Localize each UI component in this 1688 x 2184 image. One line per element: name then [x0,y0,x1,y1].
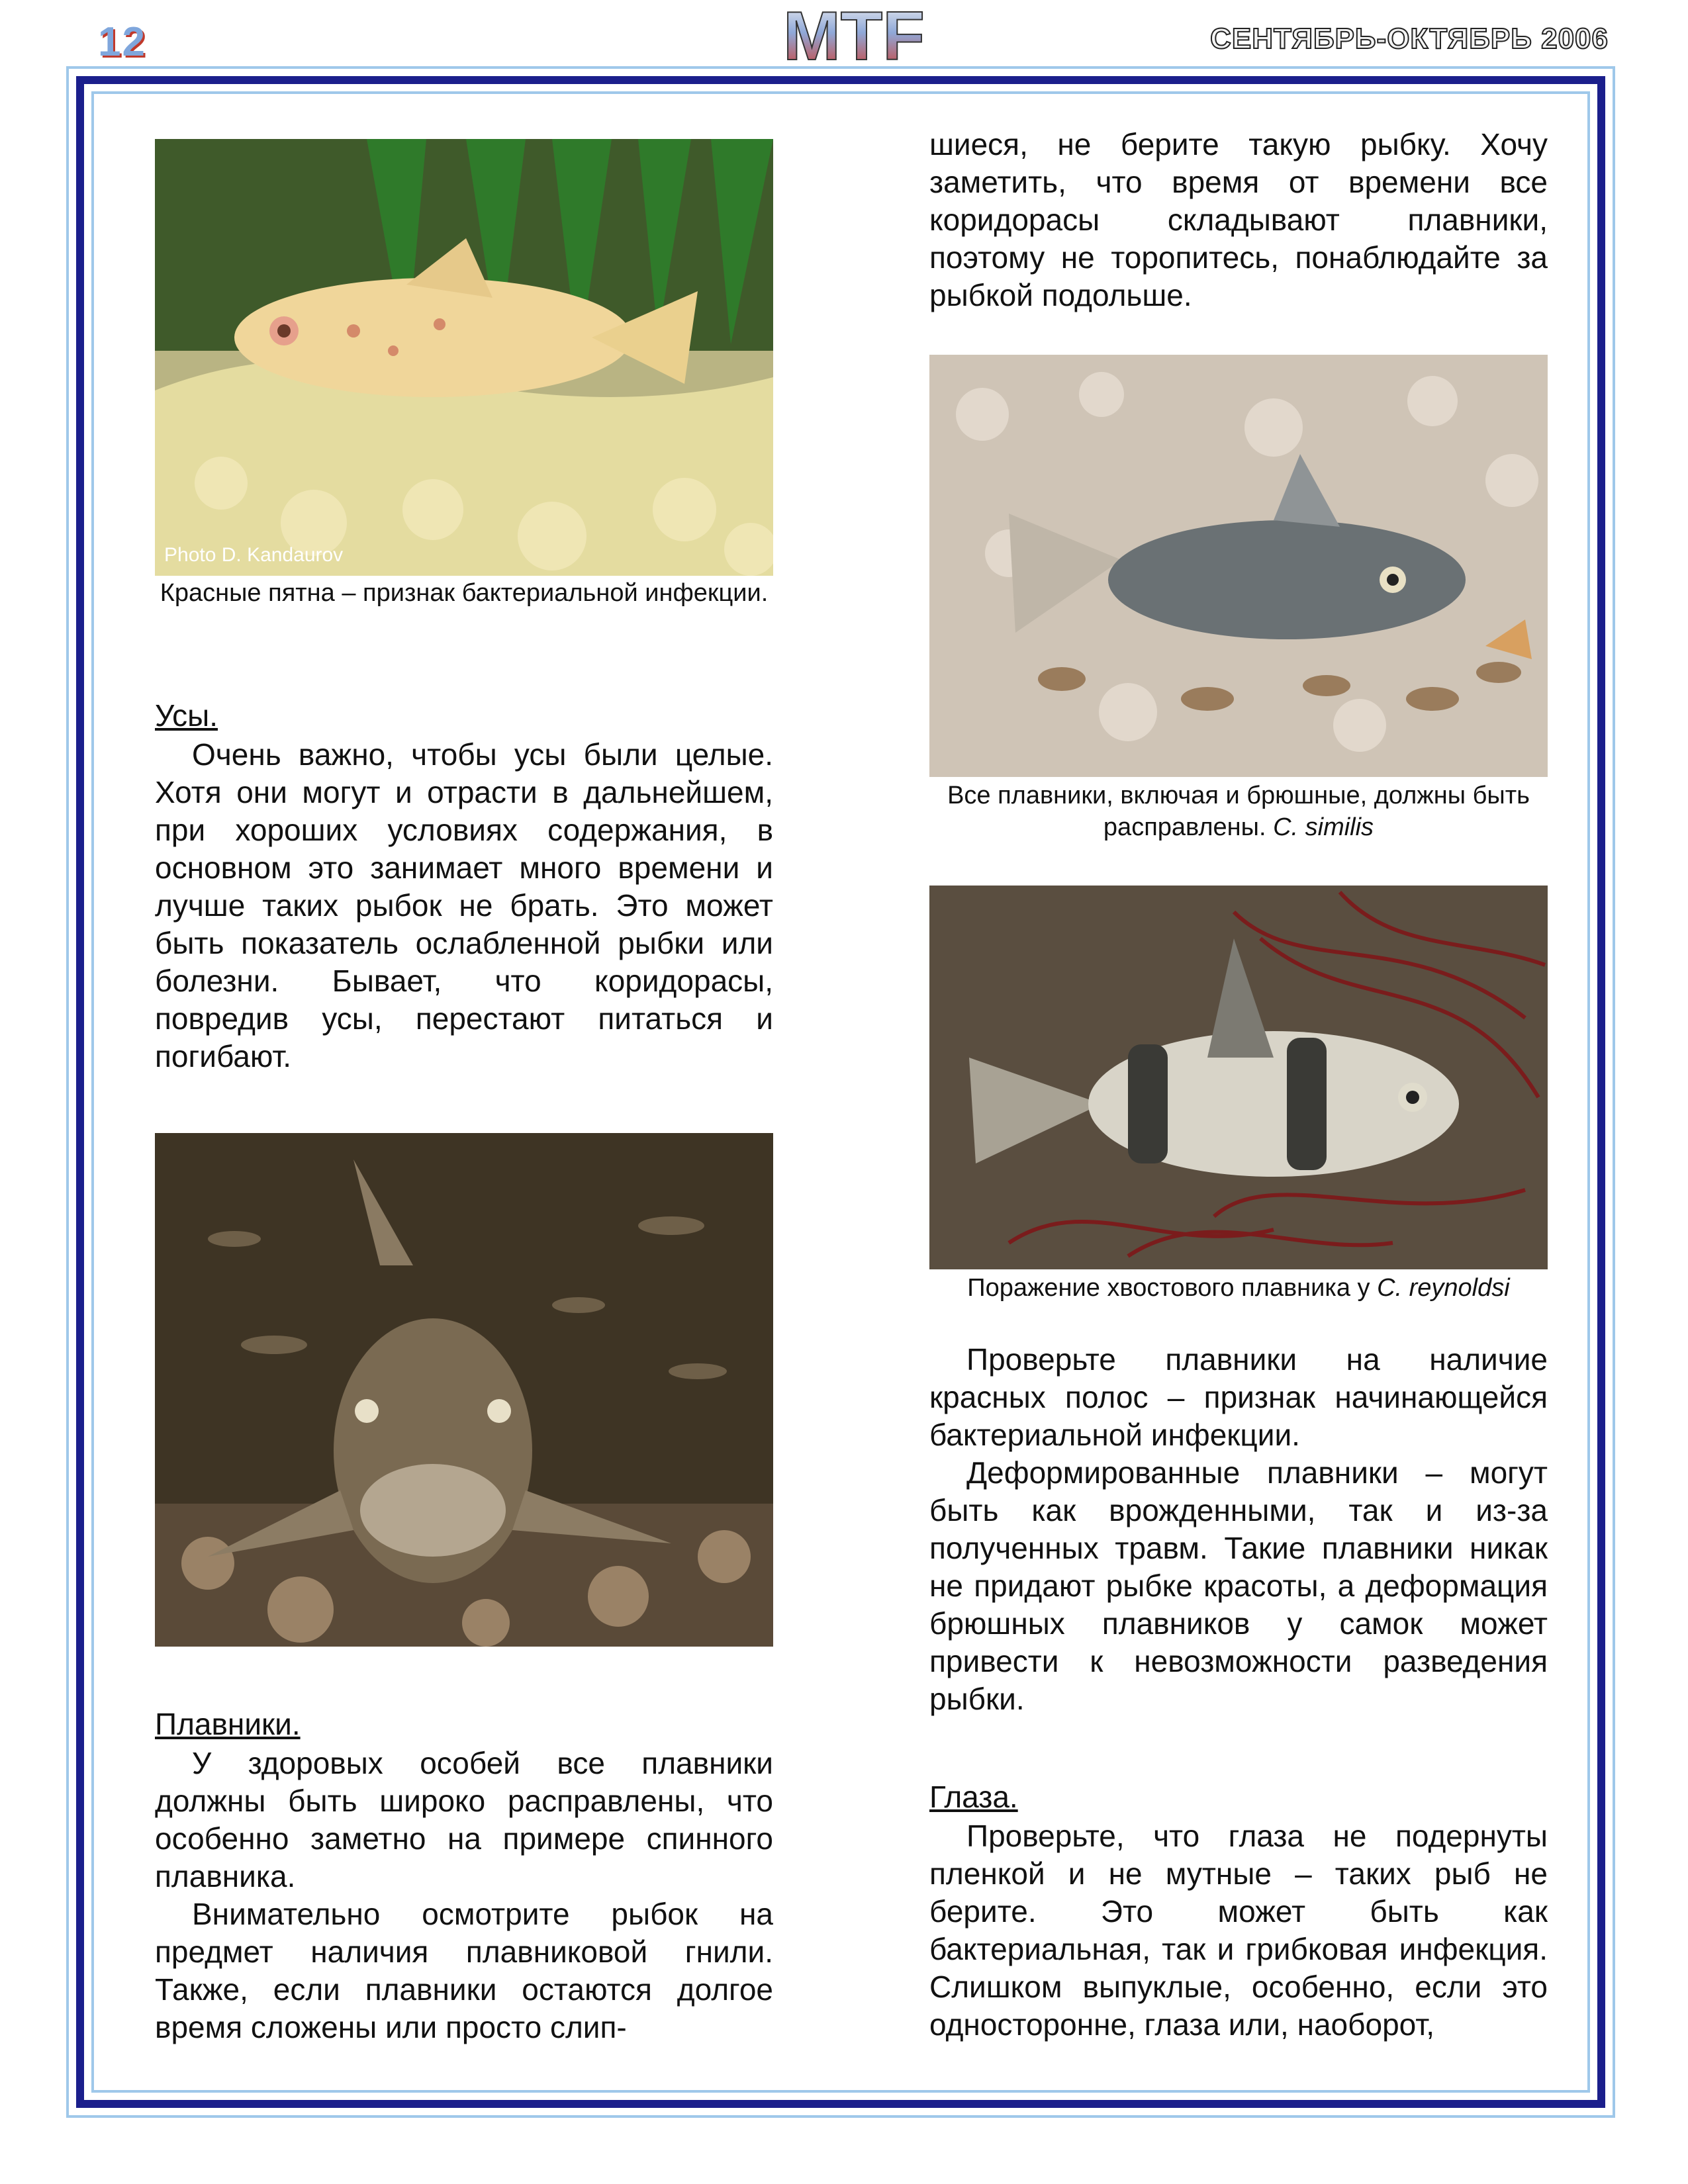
caption-text: Поражение хвостового плавника у [967,1274,1378,1302]
paragraph-glaza [929,1817,1548,2044]
section-heading-plavniki: Плавники. [155,1707,301,1741]
photo-caption [929,780,1548,843]
paragraph-text: Внимательно осмотрите рыбок на предмет наличия плавниковой гнили. Также, если плавники остаются долгое время сложены или просто слип- [155,1897,773,2044]
frame-corner [66,66,102,102]
paragraph-text: У здоровых особей все плавники должны быть широко расправлены, что особенно заметно на примере спинного плавника. [155,1746,773,1893]
paragraph-text: Проверьте, что глаза не подернуты пленкой и не мутные – таких рыб не берите. Это может быть как бактериальная, так и грибковая инфекция. Слишком выпуклые, особенно, если это односторонне, глаза или, наоборот, [929,1819,1548,2042]
paragraph-text: Очень важно, чтобы усы были целые. Хотя они могут и отрасти в дальнейшем, при хороших условиях содержания, в основном это занимает много времени и лучше таких рыбок не брать. Это может быть показатель ослабленной рыбки или болезни. Бывает, что коридорасы, повредив усы, перестают питаться и погибают. [155,737,773,1073]
paragraph-text: Деформированные плавники – могут быть как врожденными, так и из-за полученных травм. Такие плавники никак не придают рыбке красоты, а деформация брюшных плавников у самок может привести к невозможности разведения рыбки. [929,1455,1548,1716]
frame-corner [66,2082,102,2118]
magazine-logo [774,3,933,66]
issue-date: СЕНТЯБРЬ-ОКТЯБРЬ 2006 [1210,23,1609,55]
page-number: 12 [98,19,146,65]
photo-corydoras-reynoldsi [929,886,1548,1269]
paragraph-plavniki [155,1745,773,2046]
section-heading-glaza: Глаза. [929,1780,1018,1814]
frame-corner [1579,2082,1615,2118]
paragraph-fin-check [929,1341,1548,1718]
caption-species: C. similis [1273,813,1374,841]
frame-corner [1579,66,1615,102]
caption-text: Все плавники, включая и брюшные, должны быть расправлены. [947,782,1530,841]
section-heading-usy: Усы. [155,698,218,733]
photo-caption [929,1272,1548,1304]
photo-corydoras-front [155,1133,773,1647]
photo-caption: Красные пятна – признак бактериальной инфекции. [160,579,769,607]
photo-corydoras-similis [929,355,1548,777]
logo-text: MTF [783,3,925,66]
paragraph-text: Проверьте плавники на наличие красных полос – признак начинающейся бактериальной инфекции. [929,1342,1548,1452]
photo-credit: Photo D. Kandaurov [164,544,344,566]
paragraph-text: шиеся, не берите такую рыбку. Хочу заметить, что время от времени все коридорасы складывают плавники, поэтому не торопитесь, понаблюдайте за рыбкой подольше. [929,127,1548,312]
paragraph-usy [155,736,773,1075]
caption-species: C. reynoldsi [1377,1274,1510,1302]
paragraph-intro [929,126,1548,314]
photo-albino-corydoras [155,139,773,576]
